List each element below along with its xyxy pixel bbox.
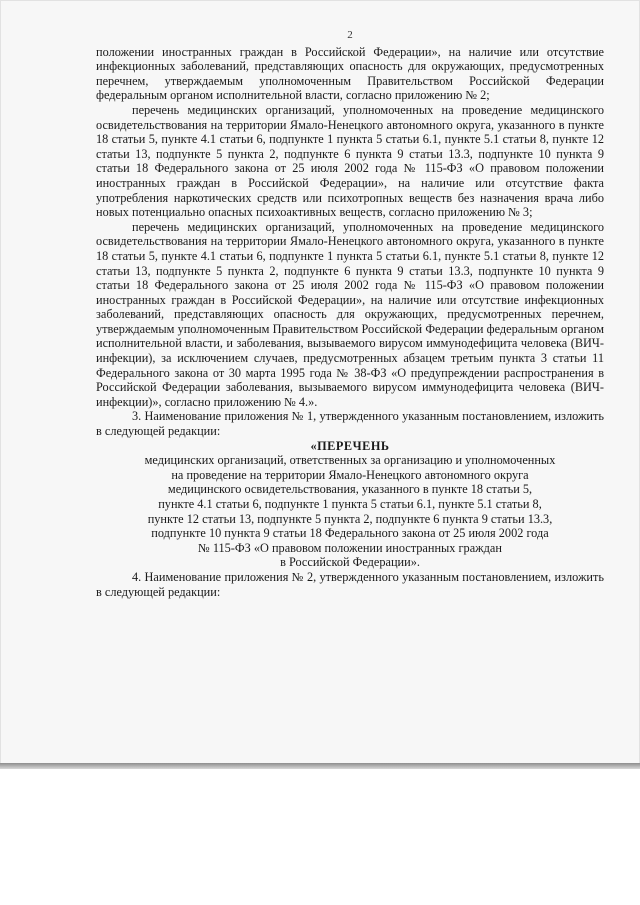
page-edge-shadow bbox=[0, 763, 640, 769]
appendix-title-line: пункте 12 статьи 13, подпункте 5 пункта 2, подпункте 6 пункта 9 статьи 13.3, bbox=[147, 511, 553, 526]
appendix-title-line: № 115-ФЗ «О правовом положении иностранных граждан bbox=[198, 540, 502, 555]
appendix-title-line: в Российской Федерации». bbox=[280, 555, 420, 570]
appendix-title: «ПЕРЕЧЕНЬ bbox=[310, 438, 390, 453]
paragraph-item-3: 3. Наименование приложения № 1, утвержденного указанным постановлением, изложить в следующей редакции: bbox=[96, 409, 604, 439]
appendix-title-line: медицинского освидетельствования, указанного в пункте 18 статьи 5, bbox=[167, 482, 533, 497]
page-number: 2 bbox=[347, 29, 353, 41]
document-content bbox=[96, 28, 604, 599]
paragraph-continuation: положении иностранных граждан в Российской Федерации», на наличие или отсутствие инфекционных заболеваний, представляющих опасность для окружающих, предусмотренных перечнем, утверждаемым уполномоченным Правительством Российской Федерации федеральным органом исполнительной власти, согласно приложению № 2; bbox=[96, 44, 604, 103]
appendix-title-line: подпункте 10 пункта 9 статьи 18 Федерального закона от 25 июля 2002 года bbox=[151, 526, 549, 541]
appendix-title-line: пункте 4.1 статьи 6, подпункте 1 пункта 5 статьи 6.1, пункте 5.1 статьи 8, bbox=[158, 497, 542, 511]
paragraph-list-item-4: перечень медицинских организаций, уполномоченных на проведение медицинского освидетельствования на территории Ямало-Ненецкого автономного округа, указанного в пункте 18 статьи 5, пункте 4.1 статьи 6, подпункте 1 пункта 5 статьи 6.1, пункте 5.1 статьи 8, пункте 12 статьи 13, подпункте 5 пункта 2, подпункте 6 пункта 9 статьи 13.3, подпункте 10 пункта 9 статьи 18 Федерального закона от 25 июля 2002 года № 115-ФЗ «О правовом положении иностранных граждан в Российской Федерации», на наличие или отсутствие инфекционных заболеваний, представляющих опасность для окружающих, предусмотренных перечнем, утверждаемым уполномоченным Правительством Российской Федерации федеральным органом исполнительной власти, и заболевания, вызываемого вирусом иммунодефицита человека (ВИЧ-инфекции), за исключением случаев, предусмотренных абзацем третьим пункта 3 статьи 11 Федерального закона от 30 марта 1995 года № 38-ФЗ «О предупреждении распространения в Российской Федерации заболевания, вызываемого вирусом иммунодефицита человека (ВИЧ-инфекции)», согласно приложению № 4.». bbox=[96, 219, 604, 409]
appendix-title-line: на проведение на территории Ямало-Ненецкого автономного округа bbox=[171, 467, 529, 482]
paragraph-item-4: 4. Наименование приложения № 2, утвержденного указанным постановлением, изложить в следующей редакции: bbox=[96, 569, 604, 599]
paragraph-list-item-3: перечень медицинских организаций, уполномоченных на проведение медицинского освидетельствования на территории Ямало-Ненецкого автономного округа, указанного в пункте 18 статьи 5, пункте 4.1 статьи 6, подпункте 1 пункта 5 статьи 6.1, пункте 5.1 статьи 8, пункте 12 статьи 13, подпункте 5 пункта 2, подпункте 6 пункта 9 статьи 13.3, подпункте 10 пункта 9 статьи 18 Федерального закона от 25 июля 2002 года № 115-ФЗ «О правовом положении иностранных граждан в Российской Федерации», на наличие или отсутствие факта употребления наркотических средств или психотропных веществ без назначения врача либо новых потенциально опасных психоактивных веществ, согласно приложению № 3; bbox=[96, 102, 604, 220]
appendix-title-line: медицинских организаций, ответственных за организацию и уполномоченных bbox=[144, 453, 556, 468]
